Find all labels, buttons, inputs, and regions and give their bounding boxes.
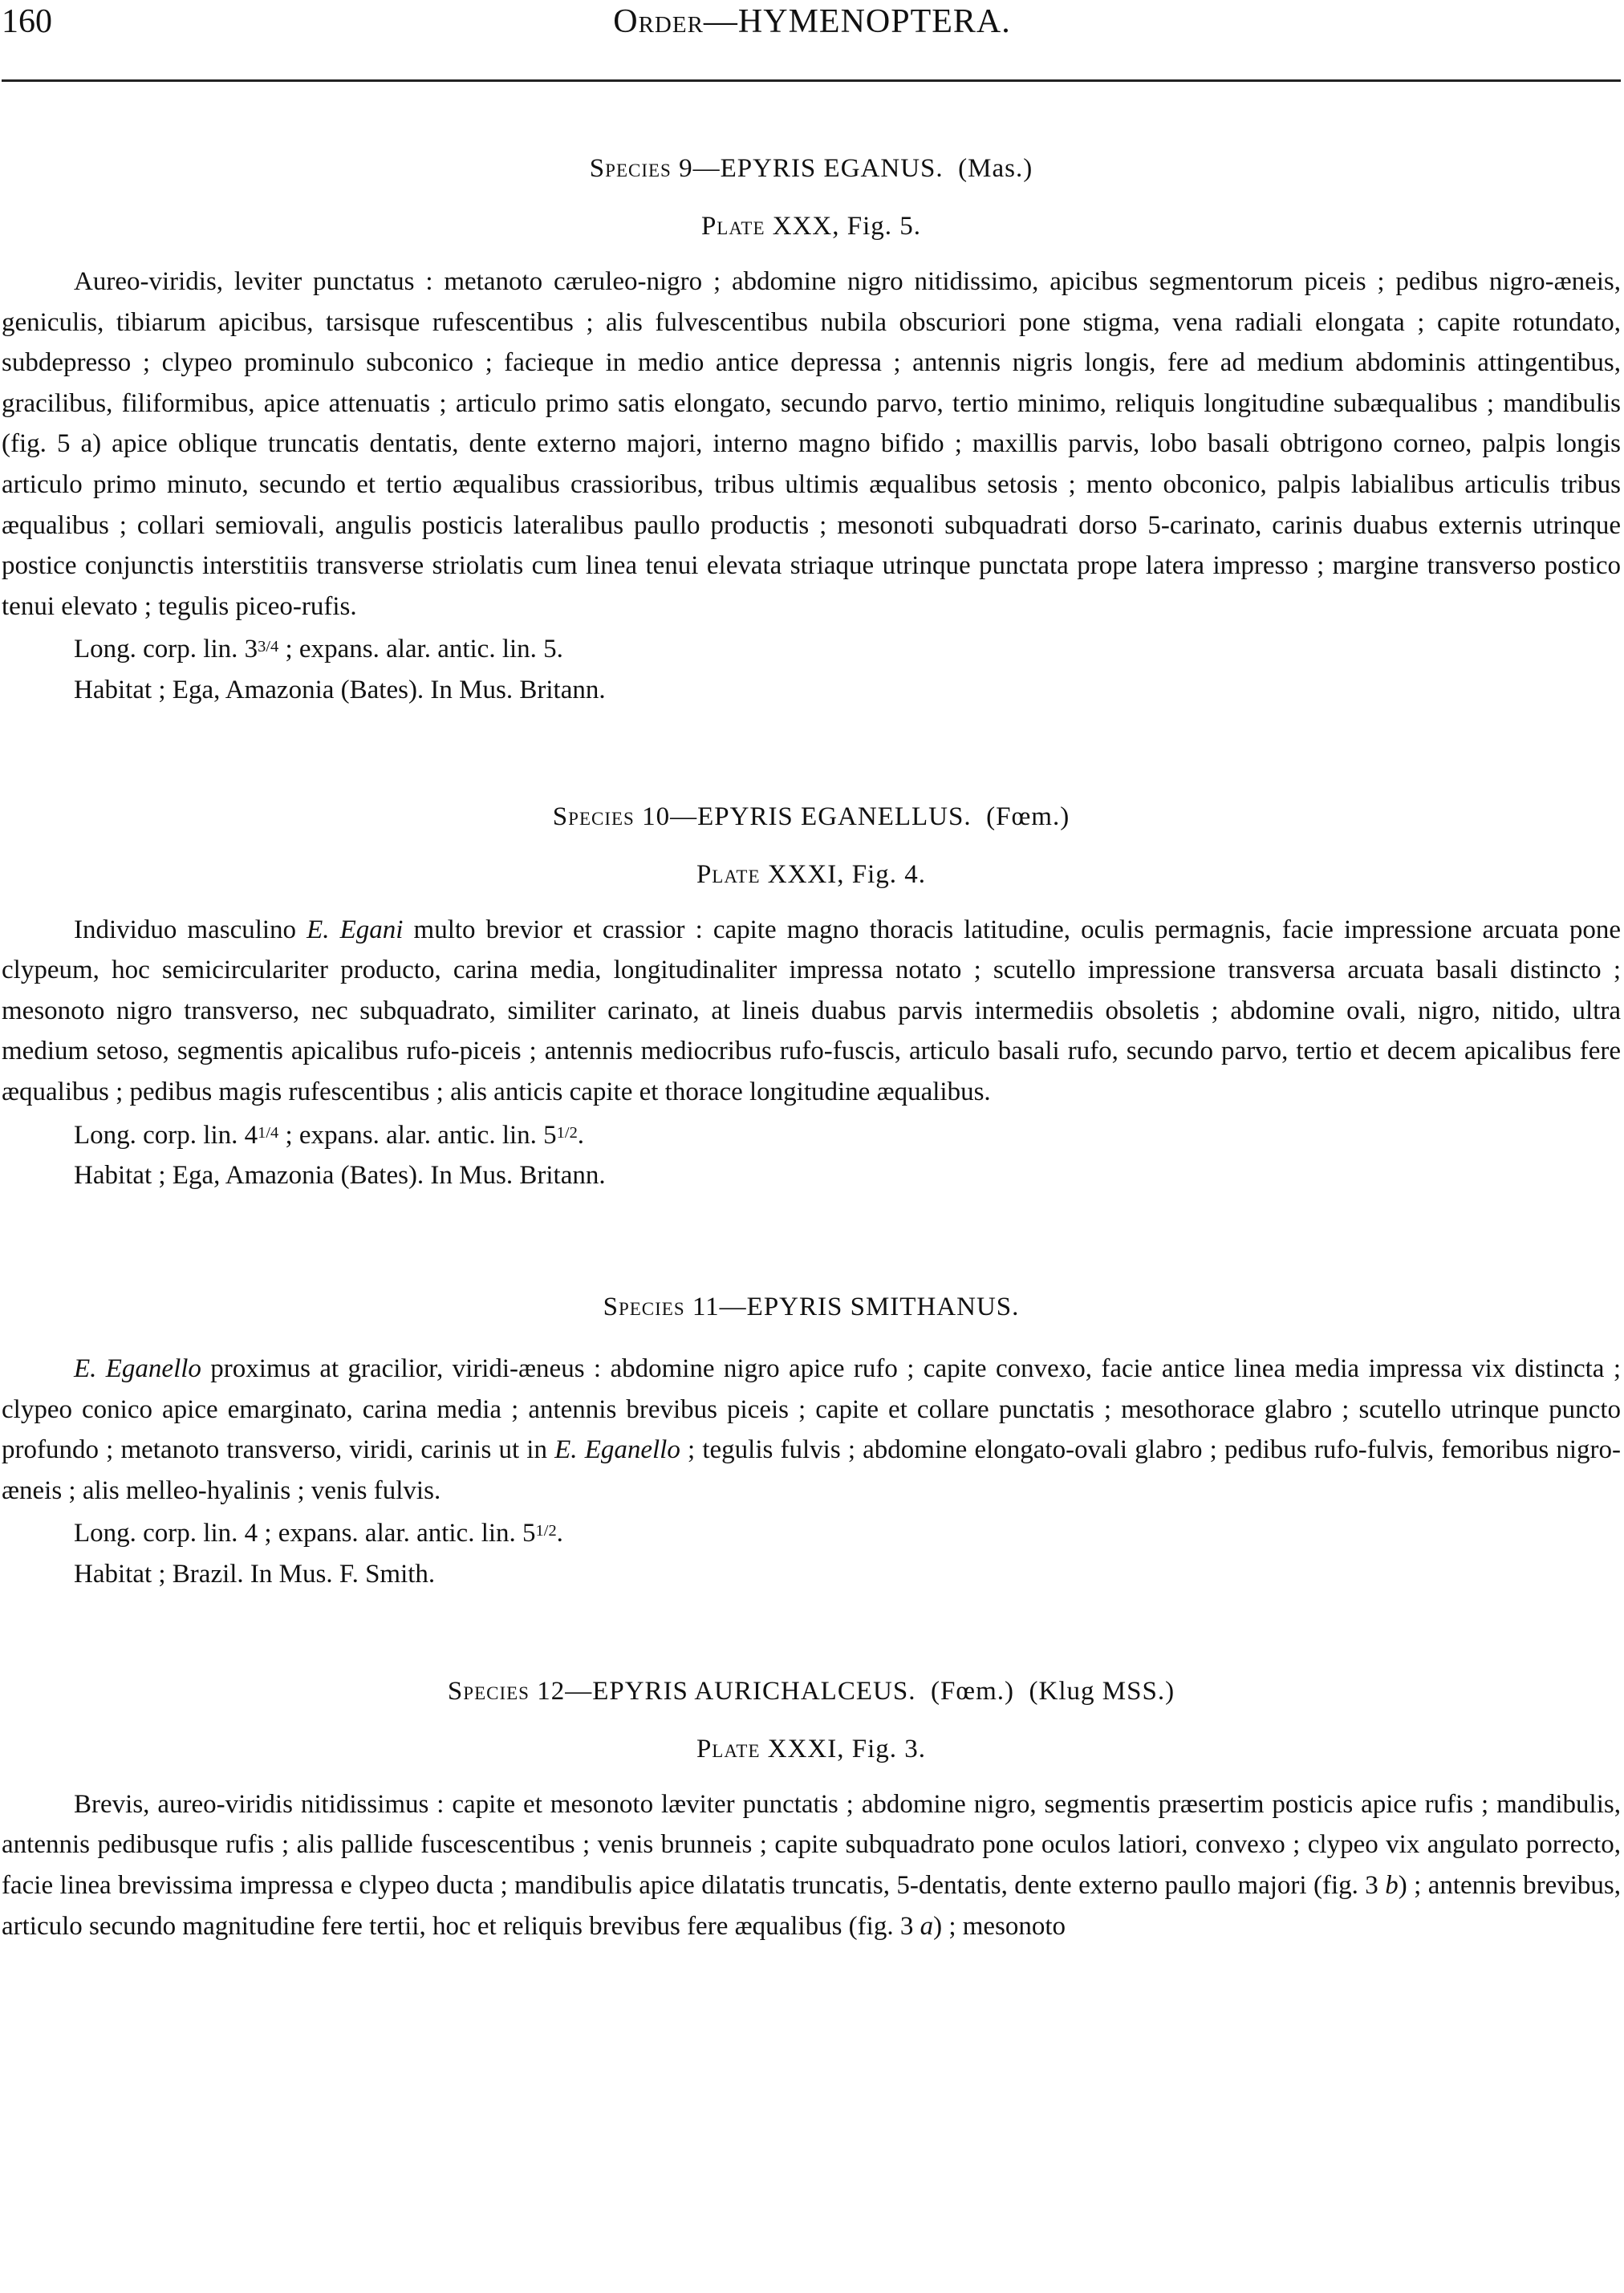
species-9-section — [2, 152, 1621, 711]
measurements — [2, 1113, 1621, 1156]
spacer — [2, 1196, 1621, 1291]
description-text: Brevis, aureo-viridis nitidissimus : capite et mesonoto læviter punctatis ; abdomine nigro, segmentis præsertim posticis apice rufis ; mandibulis, antennis pedibusque rufis ; alis pallide fuscescentibus ; venis brunneis ; capite subquadrato pone oculos latiori, convexo ; clypeo vix angulato porrecto, facie linea brevissima impressa e clypeo ducta ; mandibulis apice dilatatis truncatis, 5-dentatis, dente externo paullo majori (fig. 3 — [2, 1789, 1621, 1900]
species-reference: E. Egani — [307, 915, 404, 944]
species-sex: (Fœm.) — [986, 802, 1070, 831]
species-sex: (Mas.) — [958, 154, 1033, 183]
species-attribution: (Klug MSS.) — [1029, 1676, 1175, 1706]
header-title: Order—HYMENOPTERA. — [613, 3, 1011, 40]
species-prefix: Species — [603, 1293, 685, 1321]
measurements-text-end: . — [577, 1120, 585, 1150]
plate-reference — [2, 210, 1621, 242]
species-title — [2, 152, 1621, 185]
plate-figure: XXXI, Fig. 3. — [760, 1734, 927, 1763]
habitat: Habitat ; Ega, Amazonia (Bates). In Mus. Britann. — [74, 676, 606, 705]
fraction: 1/4 — [258, 1123, 279, 1142]
measurements — [2, 1511, 1621, 1554]
species-prefix: Species — [552, 802, 635, 831]
species-11-section — [2, 1291, 1621, 1595]
habitat: Habitat ; Brazil. In Mus. F. Smith. — [74, 1560, 436, 1589]
species-title — [2, 801, 1621, 833]
measurements — [2, 627, 1621, 670]
measurements-text-end: ; expans. alar. antic. lin. 5. — [278, 635, 563, 664]
species-10-section — [2, 801, 1621, 1196]
description-text: Individuo masculino — [74, 915, 307, 944]
page-body — [2, 152, 1621, 1946]
species-prefix: Species — [447, 1676, 530, 1706]
species-prefix: Species — [589, 154, 672, 183]
plate-prefix: Plate — [696, 1734, 761, 1763]
species-title — [2, 1291, 1621, 1323]
fraction: 1/2 — [556, 1123, 578, 1142]
species-reference: E. Eganello — [554, 1435, 680, 1465]
spacer — [2, 1595, 1621, 1675]
description-text-end: ) ; mesonoto — [933, 1911, 1066, 1941]
header-rule — [2, 79, 1621, 82]
species-name: 12—EPYRIS AURICHALCEUS. — [529, 1676, 916, 1706]
fraction: 3/4 — [258, 638, 279, 656]
species-description — [2, 910, 1621, 1113]
species-sex: (Fœm.) — [930, 1676, 1015, 1706]
plate-reference — [2, 858, 1621, 891]
plate-figure: XXX, Fig. 5. — [765, 212, 922, 241]
species-description — [2, 1784, 1621, 1946]
plate-figure: XXXI, Fig. 4. — [760, 859, 927, 889]
species-name: 10—EPYRIS EGANELLUS. — [634, 802, 972, 831]
measurements-text: Long. corp. lin. 4 ; expans. alar. antic. lin. 5 — [74, 1519, 536, 1548]
species-description: Aureo-viridis, leviter punctatus : metanoto cæruleo-nigro ; abdomine nigro nitidissimo, apicibus segmentorum piceis ; pedibus nigro-æneis, geniculis, tibiarum apicibus, tarsisque rufescentibus ; alis fulvescentibus nubila obscuriori pone stigma, vena radiali elongata ; capite rotundato, subdepresso ; clypeo prominulo subconico ; facieque in medio antice depressa ; antennis nigris longis, fere ad medium abdominis attingentibus, gracilibus, filiformibus, apice attenuatis ; articulo primo satis elongato, secundo parvo, tertio minimo, reliquis longitudine subæqualibus ; mandibulis (fig. 5 a) apice oblique truncatis dentatis, dente externo majori, interno magno bifido ; maxillis parvis, lobo basali obtrigono corneo, palpis longis articulo primo minuto, secundo et tertio æqualibus crassioribus, tribus ultimis æqualibus setosis ; mento obconico, palpis labialibus articulis tribus æqualibus ; collari semiovali, angulis posticis lateralibus paullo productis ; mesonoti subquadrati dorso 5-carinato, carinis duabus externis utrinque postice conjunctis interstitiis transverse striolatis cum linea tenui elevata striaque utrinque punctata prope latera impresso ; margine transverso postico tenui elevato ; tegulis piceo-rufis. — [2, 267, 1621, 621]
measurements-text: Long. corp. lin. 4 — [74, 1120, 258, 1150]
spacer — [2, 711, 1621, 801]
species-name: 11—EPYRIS SMITHANUS. — [684, 1293, 1020, 1321]
species-name: 9—EPYRIS EGANUS. — [671, 154, 944, 183]
species-12-section — [2, 1675, 1621, 1946]
plate-prefix: Plate — [696, 859, 761, 889]
description-text: proximus at gracilior, viridi-æneus : abdomine nigro apice rufo ; capite convexo, facie antice linea media impressa vix distincta ; clypeo conico apice emarginato, carina media ; antennis brevibus piceis ; capite et collare punctatis ; mesothorace glabro ; scutello utrinque puncto profundo ; metanoto transverso, viridi, carinis ut in — [2, 1354, 1621, 1465]
measurements-text-mid: ; expans. alar. antic. lin. 5 — [278, 1120, 557, 1150]
description-text-cont: ) ; antennis brevibus, articulo secundo magnitudine fere tertii, hoc et reliquis brevibus fere æqualibus (fig. 3 — [2, 1870, 1621, 1941]
fraction: 1/2 — [535, 1522, 557, 1540]
page-number: 160 — [2, 3, 52, 40]
species-reference: E. Eganello — [74, 1354, 201, 1383]
description-text-cont: multo brevior et crassior : capite magno thoracis latitudine, oculis permagnis, facie impressione arcuata pone clypeum, hoc semicirculariter producto, carina media, longitudinaliter impressa notato ; scutello impressione transversa arcuata basali distincto ; mesonoto nigro transverso, nec subquadrato, similiter carinato, at lineis duabus parvis intermediis obsoletis ; abdomine ovali, nigro, nitido, ultra medium setoso, segmentis apicalibus rufo-piceis ; antennis mediocribus rufo-fuscis, articulo basali rufo, secundo parvo, tertio et decem apicalibus fere æqualibus ; pedibus magis rufescentibus ; alis anticis capite et thorace longitudine æqualibus. — [2, 915, 1622, 1107]
species-description — [2, 1349, 1621, 1511]
plate-reference — [2, 1733, 1621, 1765]
species-title — [2, 1675, 1621, 1707]
figure-label: a — [920, 1911, 934, 1941]
figure-label: b — [1385, 1870, 1399, 1900]
habitat: Habitat ; Ega, Amazonia (Bates). In Mus. Britann. — [74, 1161, 606, 1191]
measurements-text: Long. corp. lin. 3 — [74, 635, 258, 664]
measurements-text-end: . — [556, 1519, 563, 1548]
plate-prefix: Plate — [700, 212, 765, 241]
description-text-cont: ; tegulis fulvis ; abdomine elongato-ovali glabro ; pedibus rufo-fulvis, femoribus nigro-æneis ; alis melleo-hyalinis ; venis fulvis. — [2, 1435, 1621, 1505]
running-head — [0, 0, 1624, 48]
